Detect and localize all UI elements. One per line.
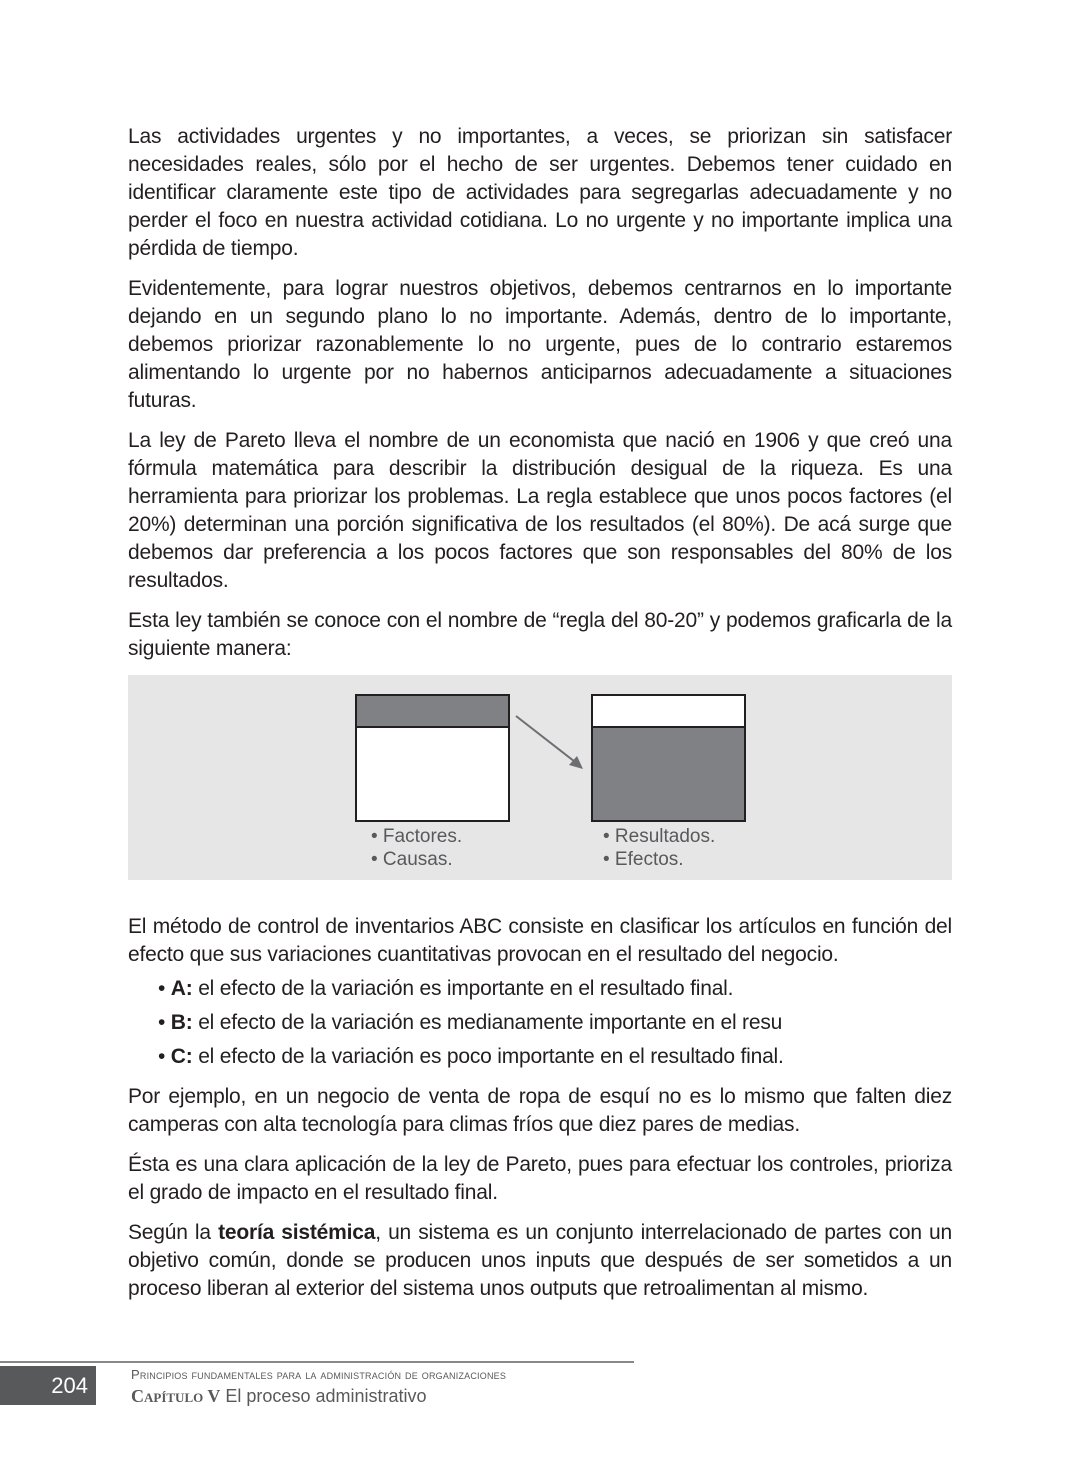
paragraph: La ley de Pareto lleva el nombre de un economista que nació en 1906 y que creó una fórmula matemática para describir la distribución desigual de la riqueza. Es una herramienta para priorizar los problemas. La regla establece que unos pocos factores (el 20%) determinan una porción significativa de los resultados (el 80%). De acá surge que debemos dar preferencia a los pocos factores que son responsables del 80% de los resultados. xyxy=(128,429,952,592)
label-causas: • Causas. xyxy=(371,849,453,870)
paragraph: Las actividades urgentes y no importantes, a veces, se priorizan sin satisfacer necesidades reales, sólo por el hecho de ser urgentes. Debemos tener cuidado en identificar claramente este tipo de actividades para segregarlas adecuadamente y no perder el foco en nuestra actividad cotidiana. Lo no urgente y no importante implica una pérdida de tiempo. xyxy=(128,125,952,260)
page-number: 204 xyxy=(0,1366,96,1405)
factors-labels xyxy=(371,825,462,871)
chapter-title xyxy=(131,1385,427,1407)
results-labels xyxy=(603,825,715,871)
item-label: C: xyxy=(170,1045,193,1068)
label-resultados: • Resultados. xyxy=(603,826,716,847)
text: , un sistema es un conjunto interrelacionado de partes con un objetivo común, donde se producen unos inputs que después de ser sometidos a un proceso liberan al exterior del sistema unos outputs que retroalimentan al mismo. xyxy=(128,1221,952,1300)
results-unshaded-band xyxy=(593,696,744,728)
label-efectos: • Efectos. xyxy=(603,849,684,870)
bullet: • xyxy=(158,977,166,1000)
factors-shaded-band xyxy=(357,696,508,728)
footer-divider xyxy=(0,1361,634,1363)
bold-term: teoría sistémica xyxy=(218,1221,376,1244)
bullet: • xyxy=(158,1045,166,1068)
item-text: el efecto de la variación es importante en el resultado final. xyxy=(192,977,734,1000)
list-item xyxy=(158,1009,952,1037)
paragraph: Esta ley también se conoce con el nombre de “regla del 80-20” y podemos graficarla de la siguiente manera: xyxy=(128,609,952,660)
page-content xyxy=(128,123,952,1303)
item-label: A: xyxy=(170,977,193,1000)
paragraph: Ésta es una clara aplicación de la ley de Pareto, pues para efectuar los controles, prioriza el grado de impacto en el resultado final. xyxy=(128,1153,952,1204)
chapter-name: El proceso administrativo xyxy=(220,1386,427,1406)
list-item xyxy=(158,975,952,1003)
arrow-icon xyxy=(513,713,588,773)
item-text: el efecto de la variación es poco importante en el resultado final. xyxy=(192,1045,784,1068)
chapter-label: Capítulo V xyxy=(131,1386,221,1406)
factors-box xyxy=(355,694,510,822)
list-item xyxy=(158,1043,952,1071)
bullet: • xyxy=(158,1011,166,1034)
paragraph: Evidentemente, para lograr nuestros objetivos, debemos centrarnos en lo importante dejando en un segundo plano lo no importante. Además, dentro de lo importante, debemos priorizar razonablemente lo no urgente, pues de lo contrario estaremos alimentando lo urgente por no habernos anticiparnos adecuadamente a situaciones futuras. xyxy=(128,277,952,412)
paragraph: Por ejemplo, en un negocio de venta de ropa de esquí no es lo mismo que falten diez camperas con alta tecnología para climas fríos que diez pares de medias. xyxy=(128,1085,952,1136)
paragraph: El método de control de inventarios ABC consiste en clasificar los artículos en función del efecto que sus variaciones cuantitativas provocan en el resultado del negocio. xyxy=(128,915,952,966)
item-text: el efecto de la variación es medianamente importante en el resu xyxy=(192,1011,783,1034)
text: Según la xyxy=(128,1221,219,1244)
paragraph xyxy=(128,1219,952,1303)
results-box xyxy=(591,694,746,822)
pareto-diagram xyxy=(128,675,952,880)
item-label: B: xyxy=(170,1011,193,1034)
label-factores: • Factores. xyxy=(371,826,463,847)
book-title: Principios fundamentales para la administración de organizaciones xyxy=(131,1367,507,1382)
